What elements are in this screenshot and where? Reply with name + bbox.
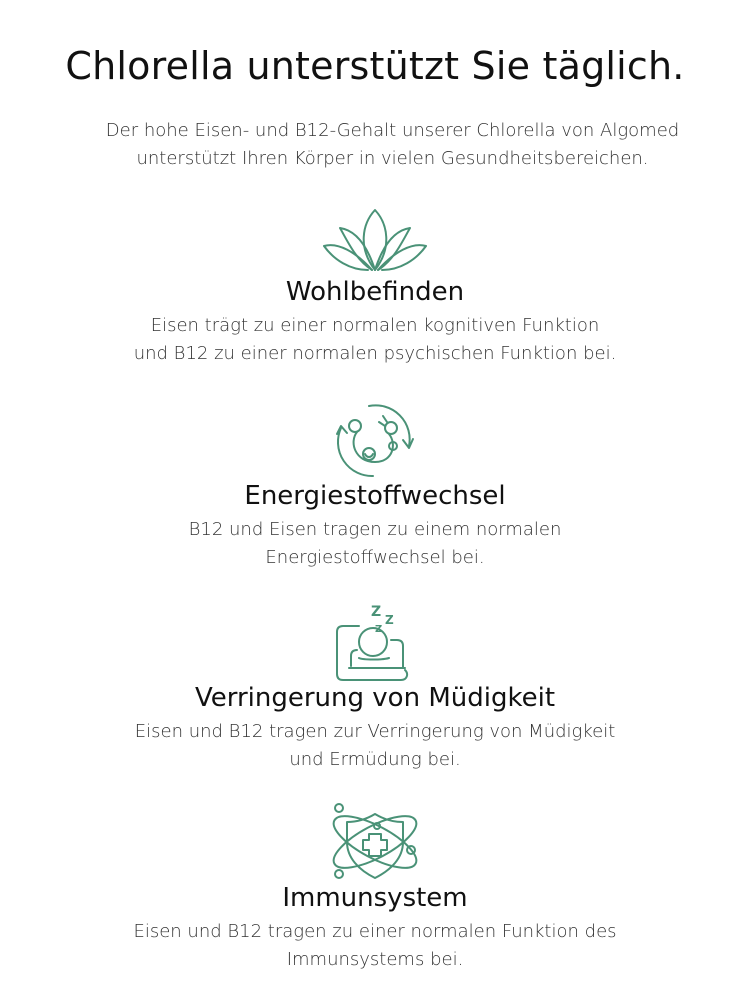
feature-desc-line-1: Eisen trägt zu einer normalen kognitiven Funktion xyxy=(150,315,600,336)
feature-desc-line-2: und B12 zu einer normalen psychischen Funktion bei. xyxy=(133,343,617,364)
feature-desc-line-1: Eisen und B12 tragen zu einer normalen Funktion des xyxy=(133,921,617,942)
feature-muedigkeit xyxy=(0,602,750,774)
feature-description xyxy=(0,312,750,368)
feature-description xyxy=(0,718,750,774)
intro-text xyxy=(60,117,725,173)
svg-text:Z: Z xyxy=(375,624,383,635)
feature-title: Energiestoffwechsel xyxy=(244,481,506,511)
sleep-icon xyxy=(333,602,417,682)
feature-desc-line-1: B12 und Eisen tragen zu einem normalen xyxy=(188,519,562,540)
intro-line-1: Der hohe Eisen- und B12-Gehalt unserer Chlorella von Algomed xyxy=(105,120,680,141)
feature-desc-line-2: und Ermüdung bei. xyxy=(289,749,461,770)
svg-text:Z: Z xyxy=(385,613,394,627)
feature-title: Verringerung von Müdigkeit xyxy=(194,683,556,713)
feature-title: Wohlbefinden xyxy=(285,277,465,307)
feature-desc-line-1: Eisen und B12 tragen zur Verringerung von Müdigkeit xyxy=(134,721,616,742)
feature-description xyxy=(0,918,750,974)
feature-immunsystem xyxy=(0,802,750,974)
feature-title: Immunsystem xyxy=(282,883,468,913)
feature-desc-line-2: Energiestoffwechsel bei. xyxy=(265,547,485,568)
intro-line-2: unterstützt Ihren Körper in vielen Gesundheitsbereichen. xyxy=(136,148,649,169)
feature-energiestoffwechsel xyxy=(0,402,750,572)
lotus-icon xyxy=(320,208,430,276)
feature-wohlbefinden xyxy=(0,208,750,368)
feature-description xyxy=(0,516,750,572)
energy-cycle-icon xyxy=(333,402,417,480)
immune-shield-icon xyxy=(325,802,425,882)
svg-text:Z: Z xyxy=(371,604,382,620)
feature-desc-line-2: Immunsystems bei. xyxy=(286,949,464,970)
page-title: Chlorella unterstützt Sie täglich. xyxy=(65,44,685,88)
